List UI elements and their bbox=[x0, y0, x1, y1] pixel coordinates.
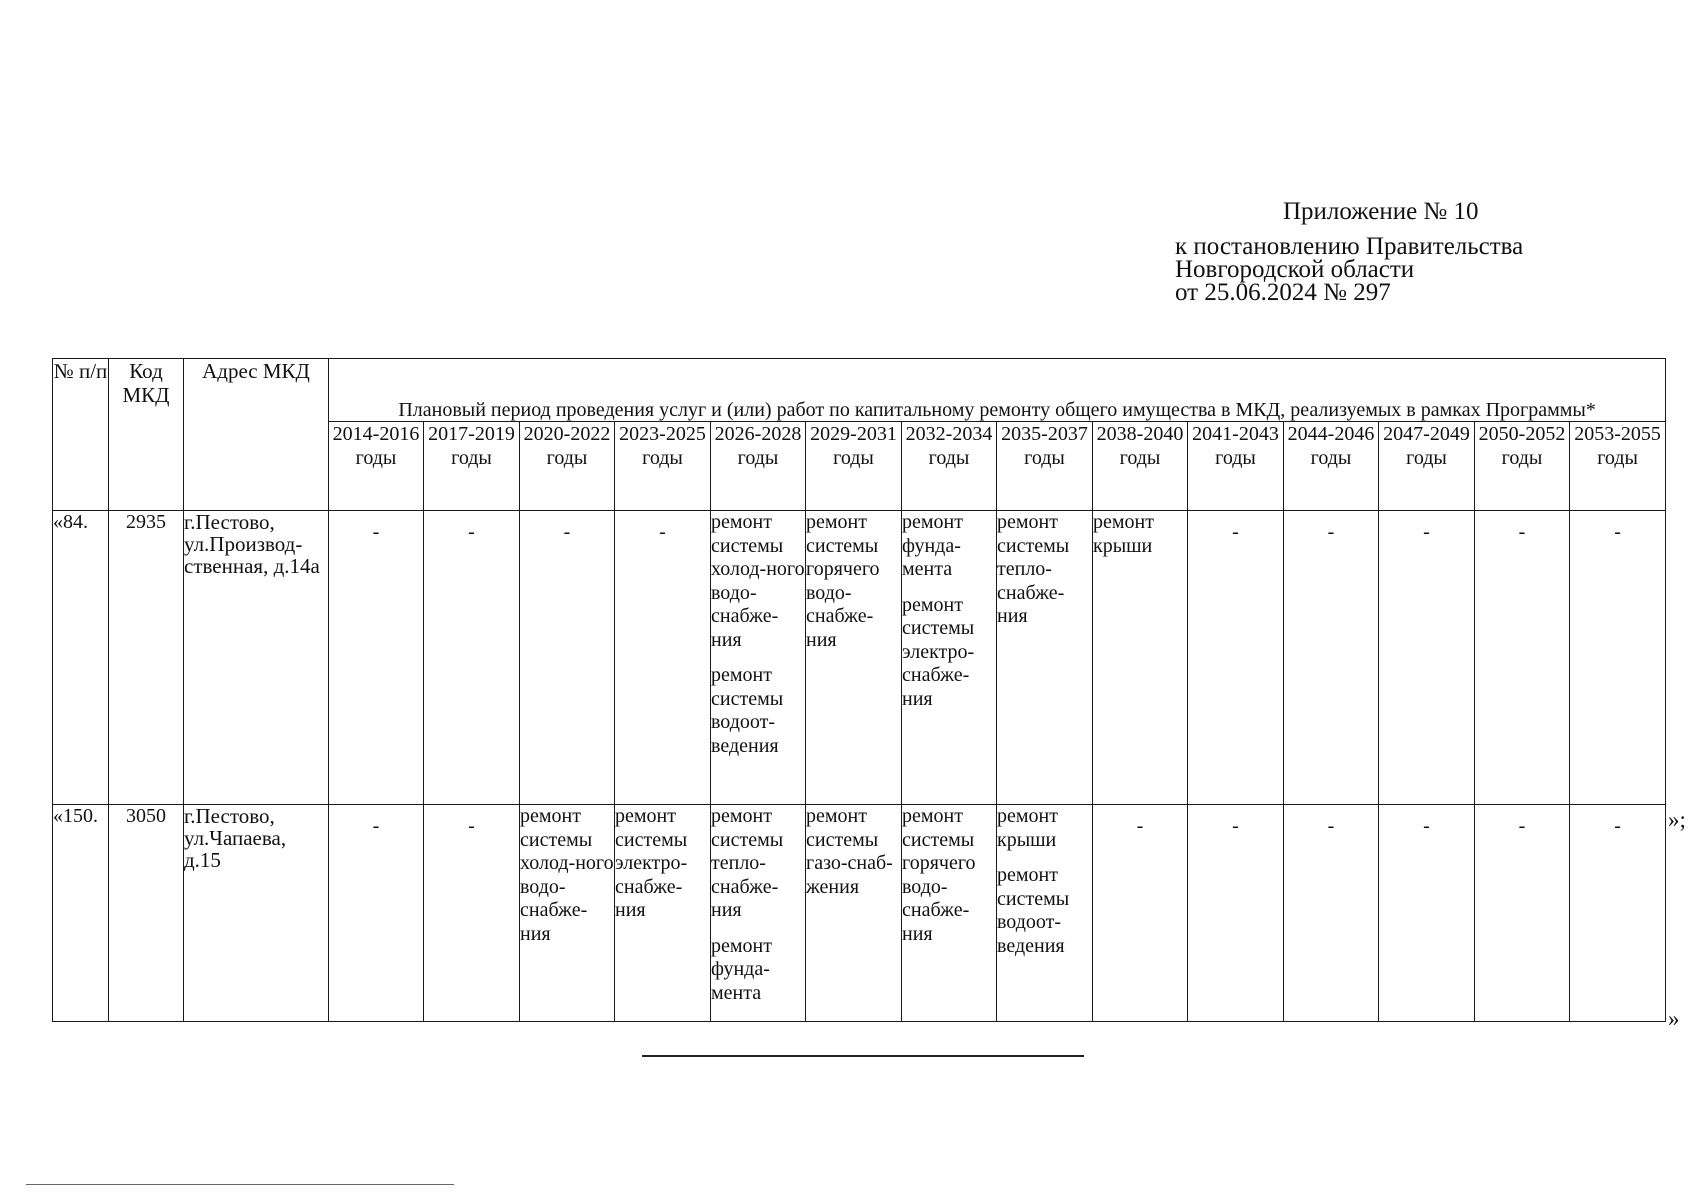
work-item: ремонт системы водоот-​ведения bbox=[711, 664, 784, 757]
period-cell bbox=[1475, 805, 1570, 1022]
no-work-dash: -​ bbox=[1614, 521, 1621, 543]
work-item: ремонт фунда-​мента bbox=[711, 934, 772, 1004]
header-num: № п/п bbox=[53, 359, 109, 511]
repair-schedule-table bbox=[52, 358, 1666, 1022]
header-year-period bbox=[902, 422, 997, 511]
year-unit: годы bbox=[833, 447, 874, 469]
year-range: 2023-2025 bbox=[619, 423, 706, 445]
no-work-dash: -​ bbox=[1423, 815, 1430, 837]
header-year-period bbox=[1093, 422, 1188, 511]
heading-line: Новгородской области bbox=[1175, 256, 1415, 283]
period-cell bbox=[1188, 511, 1284, 805]
period-cell bbox=[902, 511, 997, 805]
year-unit: годы bbox=[1119, 447, 1161, 469]
period-cell bbox=[902, 805, 997, 1022]
heading-line: от 25.06.2024 № 297 bbox=[1175, 279, 1391, 306]
header-year-period bbox=[424, 422, 520, 511]
no-work-dash: -​ bbox=[1232, 815, 1239, 837]
year-unit: годы bbox=[1597, 447, 1638, 469]
year-range: 2035-2037 bbox=[1001, 423, 1088, 445]
work-item: ремонт системы холод-​ного водо-​снабже-​ния bbox=[520, 805, 614, 945]
period-cell bbox=[1379, 805, 1475, 1022]
period-cell bbox=[997, 805, 1093, 1022]
year-range: 2044-2046 bbox=[1287, 423, 1375, 445]
year-range: 2032-2034 bbox=[905, 423, 993, 445]
header-year-period bbox=[711, 422, 806, 511]
year-range: 2029-2031 bbox=[810, 423, 897, 445]
footer-line bbox=[26, 1184, 454, 1185]
period-cell bbox=[520, 805, 615, 1022]
year-range: 2041-2043 bbox=[1192, 423, 1279, 445]
period-cell bbox=[1570, 805, 1666, 1022]
header-year-period bbox=[997, 422, 1093, 511]
year-unit: годы bbox=[1024, 447, 1065, 469]
year-unit: годы bbox=[1406, 447, 1447, 469]
work-item: ремонт фунда-​мента bbox=[902, 511, 963, 580]
year-range: 2047-2049 bbox=[1383, 423, 1470, 445]
year-range: 2038-2040 bbox=[1096, 423, 1184, 445]
building-address: г.Пестово, ул.Производ-​ственная, д.14а bbox=[184, 511, 329, 805]
period-cell bbox=[329, 805, 424, 1022]
appendix-title: Приложение № 10 bbox=[1283, 198, 1479, 225]
table-row bbox=[53, 511, 1666, 805]
no-work-dash: -​ bbox=[563, 521, 571, 543]
separator-line bbox=[642, 1055, 1084, 1057]
work-item: ремонт системы газо-​снаб-​жения bbox=[806, 805, 893, 898]
work-item: ремонт системы холод-​ного водо-​снабже-​ния bbox=[711, 511, 805, 651]
row-number: «84. bbox=[53, 511, 109, 805]
no-work-dash: -​ bbox=[372, 521, 380, 543]
header-period-title: Плановый период проведения услуг и (или) работ по капитальному ремонту общего имущества в МКД, реализуемых в рамках Программы* bbox=[329, 359, 1666, 422]
header-code: Код МКД bbox=[109, 359, 184, 511]
no-work-dash: -​ bbox=[1327, 521, 1335, 543]
year-unit: годы bbox=[1215, 447, 1256, 469]
year-range: 2026-2028 bbox=[714, 423, 802, 445]
header-year-period bbox=[520, 422, 615, 511]
year-unit: годы bbox=[737, 447, 779, 469]
year-unit: годы bbox=[451, 447, 492, 469]
year-unit: годы bbox=[1501, 447, 1543, 469]
no-work-dash: -​ bbox=[1518, 521, 1526, 543]
period-cell bbox=[711, 805, 806, 1022]
no-work-dash: -​ bbox=[372, 815, 380, 837]
header-year-period bbox=[806, 422, 902, 511]
work-item: ремонт крыши bbox=[997, 805, 1058, 851]
year-range: 2017-2019 bbox=[428, 423, 515, 445]
document-heading bbox=[1175, 200, 1615, 304]
header-year-period bbox=[1570, 422, 1666, 511]
period-cell bbox=[806, 805, 902, 1022]
period-cell bbox=[1379, 511, 1475, 805]
table-row bbox=[53, 805, 1666, 1022]
closing-quote: » bbox=[1668, 1006, 1680, 1031]
work-item: ремонт системы тепло-​снабже-​ния bbox=[711, 805, 784, 921]
year-unit: годы bbox=[642, 447, 683, 469]
header-year-period bbox=[615, 422, 711, 511]
work-item: ремонт системы водоот-​ведения bbox=[997, 864, 1070, 957]
header-year-period bbox=[1379, 422, 1475, 511]
work-item: ремонт системы тепло-​снабже-​ния bbox=[997, 511, 1070, 627]
work-item: ремонт системы горячего водо-​снабже-​ния bbox=[902, 805, 976, 945]
header-year-period bbox=[1188, 422, 1284, 511]
heading-line: к постановлению Правительства bbox=[1175, 233, 1524, 260]
no-work-dash: -​ bbox=[468, 521, 475, 543]
year-range: 2050-2052 bbox=[1478, 423, 1566, 445]
building-code: 3050 bbox=[109, 805, 184, 1022]
period-cell bbox=[806, 511, 902, 805]
closing-quote: »; bbox=[1668, 807, 1686, 832]
no-work-dash: -​ bbox=[1136, 815, 1144, 837]
no-work-dash: -​ bbox=[1232, 521, 1239, 543]
year-unit: годы bbox=[928, 447, 970, 469]
work-item: ремонт системы горячего водо-​снабже-​ния bbox=[806, 511, 880, 651]
no-work-dash: -​ bbox=[1518, 815, 1526, 837]
row-number: «150. bbox=[53, 805, 109, 1022]
header-year-period bbox=[329, 422, 424, 511]
header-address: Адрес МКД bbox=[184, 359, 329, 511]
period-cell bbox=[329, 511, 424, 805]
year-unit: годы bbox=[1310, 447, 1352, 469]
period-cell bbox=[615, 511, 711, 805]
period-cell bbox=[997, 511, 1093, 805]
period-cell bbox=[615, 805, 711, 1022]
year-unit: годы bbox=[546, 447, 588, 469]
building-address: г.Пестово, ул.Чапаева, д.15 bbox=[184, 805, 329, 1022]
period-cell bbox=[1475, 511, 1570, 805]
year-range: 2020-2022 bbox=[523, 423, 611, 445]
work-item: ремонт системы электро-​снабже-​ния bbox=[902, 593, 975, 710]
period-cell bbox=[1284, 511, 1379, 805]
period-cell bbox=[424, 511, 520, 805]
work-item: ремонт крыши bbox=[1093, 511, 1154, 557]
year-range: 2053-2055 bbox=[1574, 423, 1661, 445]
period-cell bbox=[1284, 805, 1379, 1022]
no-work-dash: -​ bbox=[1327, 815, 1335, 837]
header-year-period bbox=[1284, 422, 1379, 511]
period-cell bbox=[424, 805, 520, 1022]
period-cell bbox=[1093, 805, 1188, 1022]
no-work-dash: -​ bbox=[1614, 815, 1621, 837]
header-year-period bbox=[1475, 422, 1570, 511]
period-cell bbox=[1093, 511, 1188, 805]
no-work-dash: -​ bbox=[659, 521, 666, 543]
period-cell bbox=[520, 511, 615, 805]
work-item: ремонт системы электро-​снабже-​ния bbox=[615, 805, 688, 921]
period-cell bbox=[711, 511, 806, 805]
year-range: 2014-2016 bbox=[332, 423, 420, 445]
building-code: 2935 bbox=[109, 511, 184, 805]
period-cell bbox=[1188, 805, 1284, 1022]
period-cell bbox=[1570, 511, 1666, 805]
no-work-dash: -​ bbox=[468, 815, 475, 837]
year-unit: годы bbox=[355, 447, 397, 469]
no-work-dash: -​ bbox=[1423, 521, 1430, 543]
